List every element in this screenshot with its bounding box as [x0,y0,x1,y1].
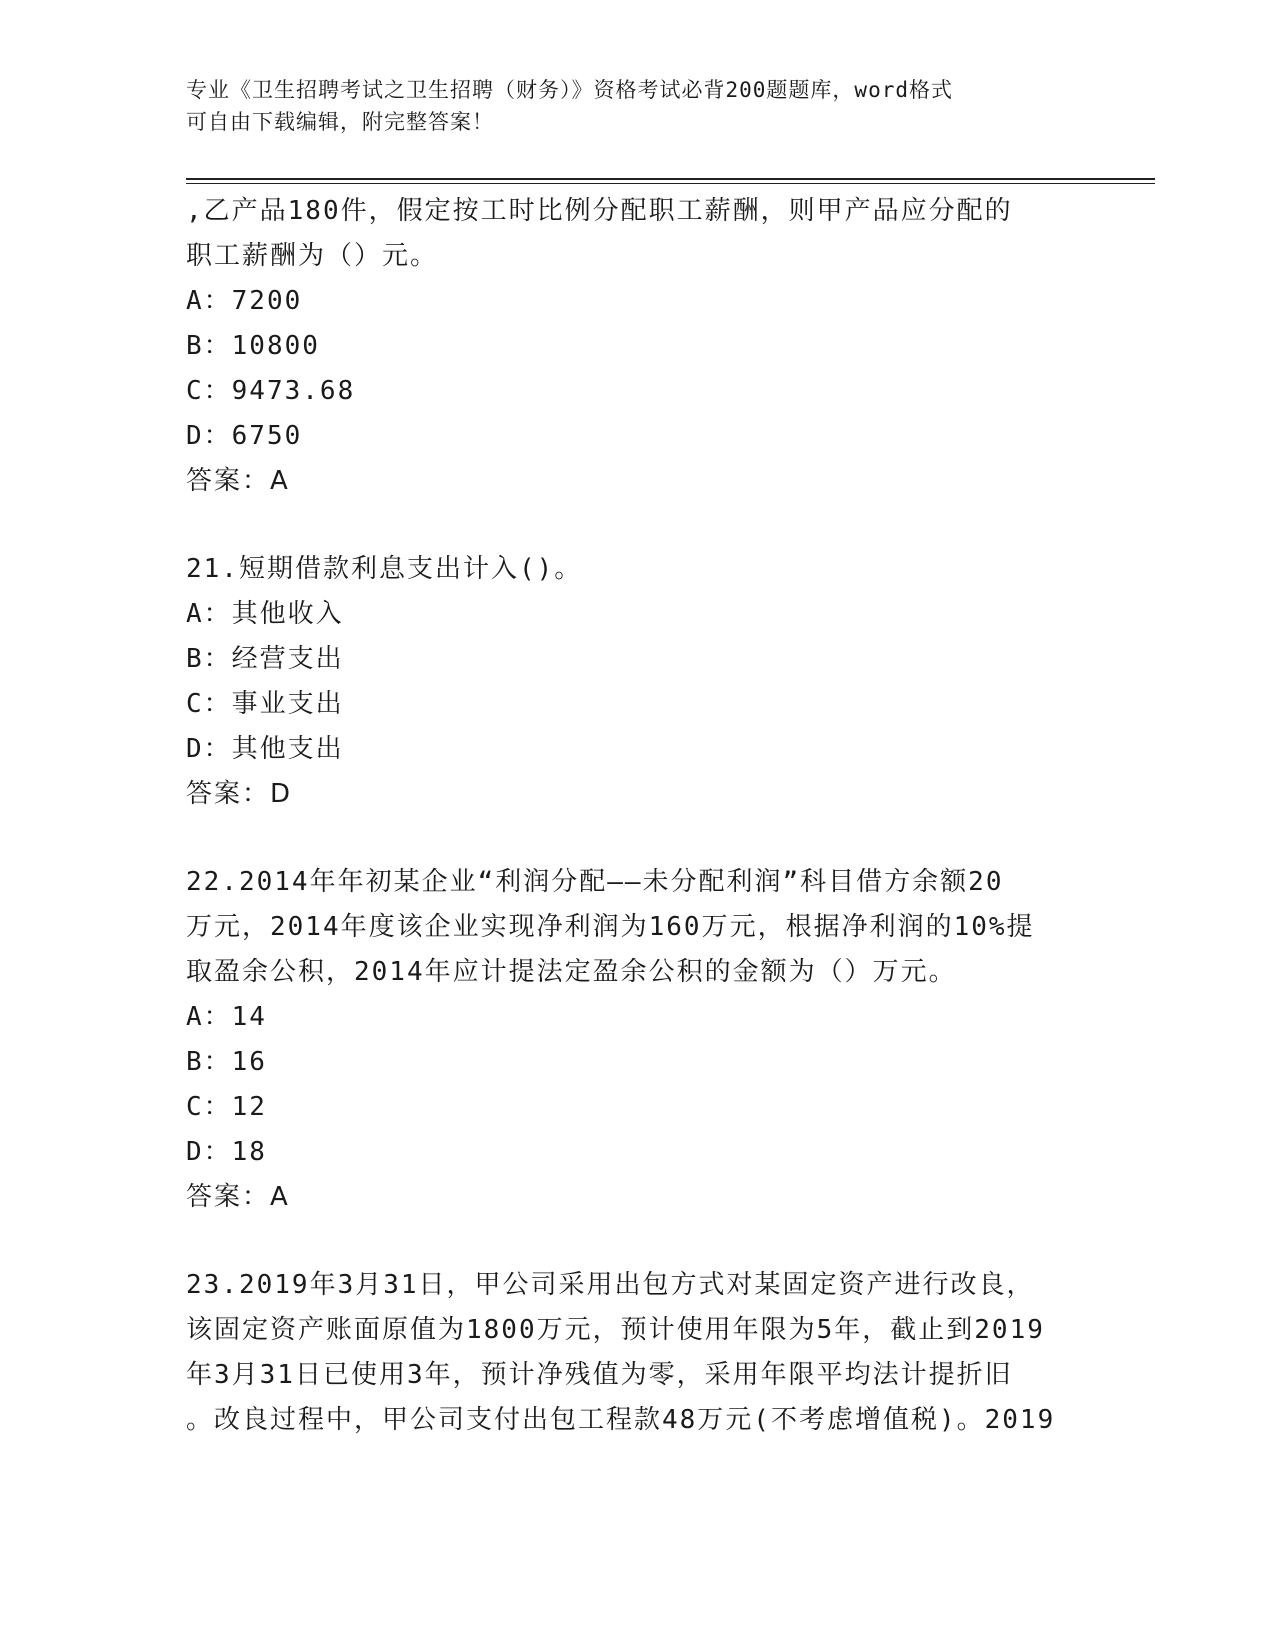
option-c: C：9473.68 [186,376,356,406]
header-line-1: 专业《卫生招聘考试之卫生招聘（财务）》资格考试必背200题题库，word格式 [186,78,953,102]
spacer [186,504,1086,547]
question-stem-line: 万元，2014年度该企业实现净利润为160万元，根据净利润的10%提 [186,912,1035,942]
question-22 [186,860,1086,1220]
question-stem-line: 职工薪酬为（）元。 [186,241,439,271]
document-header [186,74,1066,138]
question-stem-line: 该固定资产账面原值为1800万元，预计使用年限为5年，截止到2019 [186,1315,1045,1345]
header-divider-thin [186,183,1155,184]
question-list [186,189,1086,1443]
answer-line: 答案：A [186,466,290,496]
option-b: B：经营支出 [186,644,344,674]
option-a: A：14 [186,1002,267,1032]
option-b: B：10800 [186,331,320,361]
option-a: A：其他收入 [186,599,344,629]
question-stem-line: 。改良过程中，甲公司支付出包工程款48万元(不考虑增值税)。2019 [186,1405,1056,1435]
option-d: D：18 [186,1137,267,1167]
answer-line: 答案：D [186,779,293,809]
question-stem-line: 23.2019年3月31日，甲公司采用出包方式对某固定资产进行改良， [186,1270,1035,1300]
option-d: D：其他支出 [186,734,344,764]
spacer [186,1220,1086,1263]
question-stem-line: ,乙产品180件，假定按工时比例分配职工薪酬，则甲产品应分配的 [186,196,1013,226]
question-stem-line: 21.短期借款利息支出计入()。 [186,554,583,584]
option-d: D：6750 [186,421,303,451]
option-a: A：7200 [186,286,303,316]
question-stem-line: 取盈余公积，2014年应计提法定盈余公积的金额为（）万元。 [186,957,957,987]
question-20 [186,189,1086,504]
option-c: C：事业支出 [186,689,344,719]
answer-line: 答案：A [186,1182,290,1212]
option-b: B：16 [186,1047,267,1077]
question-23 [186,1263,1086,1443]
spacer [186,817,1086,860]
header-divider-thick [186,178,1155,180]
option-c: C：12 [186,1092,267,1122]
question-21 [186,547,1086,817]
header-line-2: 可自由下载编辑，附完整答案！ [186,110,494,134]
question-stem-line: 22.2014年年初某企业“利润分配——未分配利润”科目借方余额20 [186,867,1004,897]
question-stem-line: 年3月31日已使用3年，预计净残值为零，采用年限平均法计提折旧 [186,1360,1013,1390]
